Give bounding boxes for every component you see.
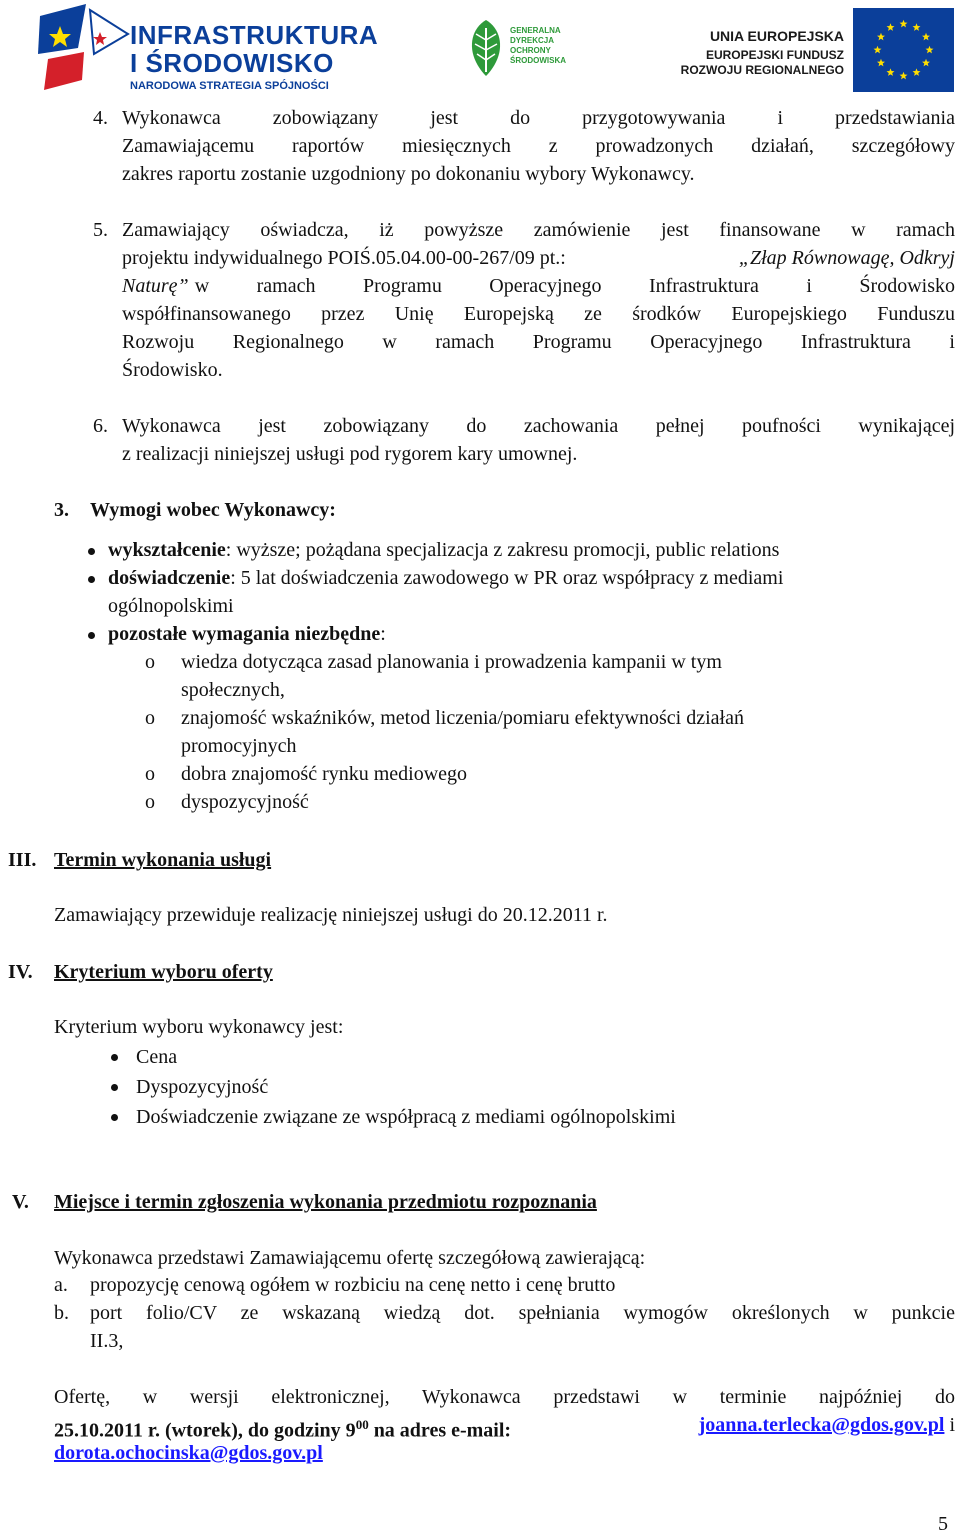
logo-left-line2: I ŚRODOWISKO bbox=[130, 48, 334, 78]
offer-item-a-text: propozycję cenową ogółem w rozbiciu na cenę netto i cenę brutto bbox=[90, 1274, 616, 1296]
req-education-label: wykształcenie bbox=[108, 539, 226, 561]
sub-bullet-icon: o bbox=[145, 763, 155, 785]
req-experience bbox=[108, 564, 783, 592]
bullet-icon bbox=[111, 1084, 118, 1091]
sub-bullet-icon: o bbox=[145, 707, 155, 729]
item5-number: 5. bbox=[93, 219, 108, 241]
offer-item-b-cont: II.3, bbox=[90, 1330, 124, 1352]
offer-deadline-minutes: 00 bbox=[355, 1417, 369, 1432]
section3-number: 3. bbox=[54, 499, 69, 521]
sectionIV-intro: Kryterium wyboru wykonawcy jest: bbox=[54, 1016, 344, 1038]
offer-item-a-label: a. bbox=[54, 1274, 68, 1296]
email-link-dorota[interactable]: dorota.ochocinska@gdos.gov.pl bbox=[54, 1442, 323, 1464]
req-sub2-line2: promocyjnych bbox=[181, 735, 297, 757]
logo-right-line1: UNIA EUROPEJSKA bbox=[709, 28, 844, 44]
item5-line6: Środowisko. bbox=[122, 359, 223, 381]
bullet-icon bbox=[88, 548, 95, 555]
bullet-icon bbox=[88, 576, 95, 583]
sectionIII-text: Zamawiający przewiduje realizację niniejszej usługi do 20.12.2011 r. bbox=[54, 904, 608, 926]
item4-number: 4. bbox=[93, 107, 108, 129]
offer-item-b-text: port folio/CV ze wskazaną wiedzą dot. spełniania wymogów określonych w punkcie bbox=[90, 1302, 955, 1324]
item4-line3: zakres raportu zostanie uzgodniony po dokonaniu wybory Wykonawcy. bbox=[122, 163, 695, 185]
item5-line2-text: projektu indywidualnego POIŚ.05.04.00-00-267/09 pt.: bbox=[122, 247, 566, 269]
req-other-label: pozostałe wymagania niezbędne bbox=[108, 623, 381, 645]
logo-mid-l1: GENERALNA bbox=[510, 26, 561, 35]
logo-mid-l2: DYREKCJA bbox=[510, 36, 555, 45]
offer-item-b-label: b. bbox=[54, 1302, 69, 1324]
offer-and-text: i bbox=[944, 1414, 955, 1436]
req-experience-text: : 5 lat doświadczenia zawodowego w PR oraz współpracy z mediami bbox=[230, 567, 784, 589]
section3-title: Wymogi wobec Wykonawcy: bbox=[90, 499, 336, 521]
logo-mid-text bbox=[510, 26, 566, 66]
offer-email-label: na adres e-mail: bbox=[368, 1419, 512, 1442]
eu-flag-icon bbox=[853, 8, 954, 92]
page-number: 5 bbox=[938, 1513, 948, 1535]
item5-line2 bbox=[122, 244, 955, 272]
logo-right-line2: EUROPEJSKI FUNDUSZ bbox=[705, 48, 844, 62]
item5-line3 bbox=[122, 272, 955, 300]
email-link-joanna[interactable]: joanna.terlecka@gdos.gov.pl bbox=[698, 1414, 945, 1436]
item5-line5: Rozwoju Regionalnego w ramach Programu Operacyjnego Infrastruktura i bbox=[122, 331, 955, 353]
req-sub4: dyspozycyjność bbox=[181, 791, 309, 813]
criterion-item: Dyspozycyjność bbox=[136, 1076, 269, 1098]
logo-mid-l3: OCHRONY bbox=[510, 46, 551, 55]
bullet-icon bbox=[111, 1114, 118, 1121]
offer-deadline-line1: Ofertę, w wersji elektronicznej, Wykonawca przedstawi w terminie najpóźniej do bbox=[54, 1386, 955, 1408]
item5-project-title: „Złap Równowagę, Odkryj bbox=[738, 247, 955, 269]
item6-number: 6. bbox=[93, 415, 108, 437]
criterion-item: Doświadczenie związane ze współpracą z mediami ogólnopolskimi bbox=[136, 1106, 676, 1128]
item6-line2: z realizacji niniejszej usługi pod rygorem kary umownej. bbox=[122, 443, 578, 465]
logo-left-line1: INFRASTRUKTURA bbox=[130, 20, 379, 50]
req-other-colon: : bbox=[380, 623, 386, 645]
gdos-leaf-icon bbox=[466, 18, 506, 78]
sub-bullet-icon: o bbox=[145, 651, 155, 673]
item5-line3-text: w ramach Programu Operacyjnego Infrastruktura i Środowisko bbox=[194, 275, 955, 297]
req-education bbox=[108, 536, 779, 564]
infrastruktura-logo-icon bbox=[38, 4, 130, 92]
req-sub2-line1: znajomość wskaźników, metod liczenia/pomiaru efektywności działań bbox=[181, 707, 744, 729]
item5-line1: Zamawiający oświadcza, iż powyższe zamówienie jest finansowane w ramach bbox=[122, 219, 955, 241]
req-other bbox=[108, 620, 386, 648]
req-education-text: : wyższe; pożądana specjalizacja z zakresu promocji, public relations bbox=[225, 539, 780, 561]
header-logos bbox=[0, 0, 960, 98]
item5-project-title-end: Naturę” bbox=[122, 275, 189, 297]
logo-mid-l4: ŚRODOWISKA bbox=[510, 56, 566, 65]
bullet-icon bbox=[111, 1054, 118, 1061]
item5-line4: współfinansowanego przez Unię Europejską ze środków Europejskiego Funduszu bbox=[122, 303, 955, 325]
sectionIV-title: Kryterium wyboru oferty bbox=[54, 961, 273, 983]
offer-deadline-date-text: 25.10.2011 r. (wtorek), do godziny 9 bbox=[54, 1419, 356, 1442]
sectionIII-number: III. bbox=[8, 849, 37, 871]
req-experience-label: doświadczenie bbox=[108, 567, 231, 589]
logo-right-line3: ROZWOJU REGIONALNEGO bbox=[680, 63, 844, 77]
sectionIII-title: Termin wykonania usługi bbox=[54, 849, 272, 871]
req-sub1-line1: wiedza dotycząca zasad planowania i prowadzenia kampanii w tym bbox=[181, 651, 722, 673]
criterion-item: Cena bbox=[136, 1046, 178, 1068]
sectionV-title: Miejsce i termin zgłoszenia wykonania przedmiotu rozpoznania bbox=[54, 1191, 597, 1213]
req-experience-cont: ogólnopolskimi bbox=[108, 595, 234, 617]
logo-left-line3: NARODOWA STRATEGIA SPÓJNOŚCI bbox=[130, 80, 329, 92]
sub-bullet-icon: o bbox=[145, 791, 155, 813]
item4-line1: Wykonawca zobowiązany jest do przygotowywania i przedstawiania bbox=[122, 107, 955, 129]
email-link-dorota-wrap bbox=[54, 1439, 323, 1467]
req-sub3: dobra znajomość rynku mediowego bbox=[181, 763, 468, 785]
item6-line1: Wykonawca jest zobowiązany do zachowania pełnej poufności wynikającej bbox=[122, 415, 955, 437]
sectionIV-number: IV. bbox=[8, 961, 33, 983]
req-sub1-line2: społecznych, bbox=[181, 679, 285, 701]
item4-line2: Zamawiającemu raportów miesięcznych z prowadzonych działań, szczegółowy bbox=[122, 135, 955, 157]
bullet-icon bbox=[88, 632, 95, 639]
sectionV-number: V. bbox=[12, 1191, 29, 1213]
sectionV-intro: Wykonawca przedstawi Zamawiającemu ofertę szczegółową zawierającą: bbox=[54, 1247, 646, 1269]
